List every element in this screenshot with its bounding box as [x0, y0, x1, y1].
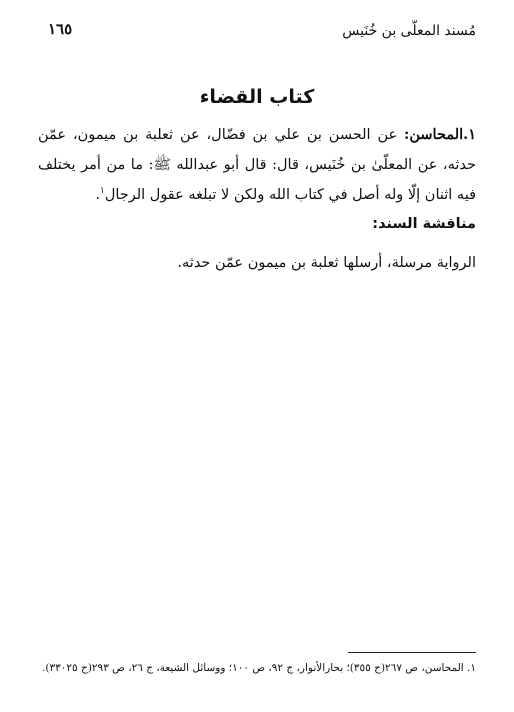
footnote-text: ١. المحاسن، ص ٢٦٧(ح ٣٥٥)؛ بحارالأنوار، ج ٩٢، ص ١٠٠؛ ووسائل الشيعة، ج ٢٦، ص ٢٩٣(ح ٣٣٠٢٥). — [42, 662, 476, 674]
hadith-end-punctuation: . — [95, 187, 100, 203]
footnote-divider — [348, 652, 476, 653]
page-number: ١٦٥ — [48, 20, 73, 38]
discussion-paragraph: الرواية مرسلة، أرسلها ثعلبة بن ميمون عمّن حدثه. — [177, 255, 476, 271]
hadith-paragraph — [38, 120, 476, 210]
chapter-title: كتاب القضاء — [199, 86, 315, 108]
running-title: مُسند المعلّى بن خُنَيس — [342, 23, 476, 39]
footnote-reference[interactable]: ١ — [99, 186, 105, 197]
hadith-number-source: ١.المحاسن: — [404, 126, 476, 143]
hadith-text: عن الحسن بن علي بن فضّال، عن ثعلبة بن ميمون، عمّن حدثه، عن المعلّىٰ بن خُنَيس، قال: قال أبو عبدالله ﷺ: ما من أمر يختلف فيه اثنان إلّا وله أصل في كتاب الله ولكن لا تبلغه عقول الرجال — [38, 127, 476, 203]
section-heading: مناقشة السند: — [372, 216, 476, 232]
